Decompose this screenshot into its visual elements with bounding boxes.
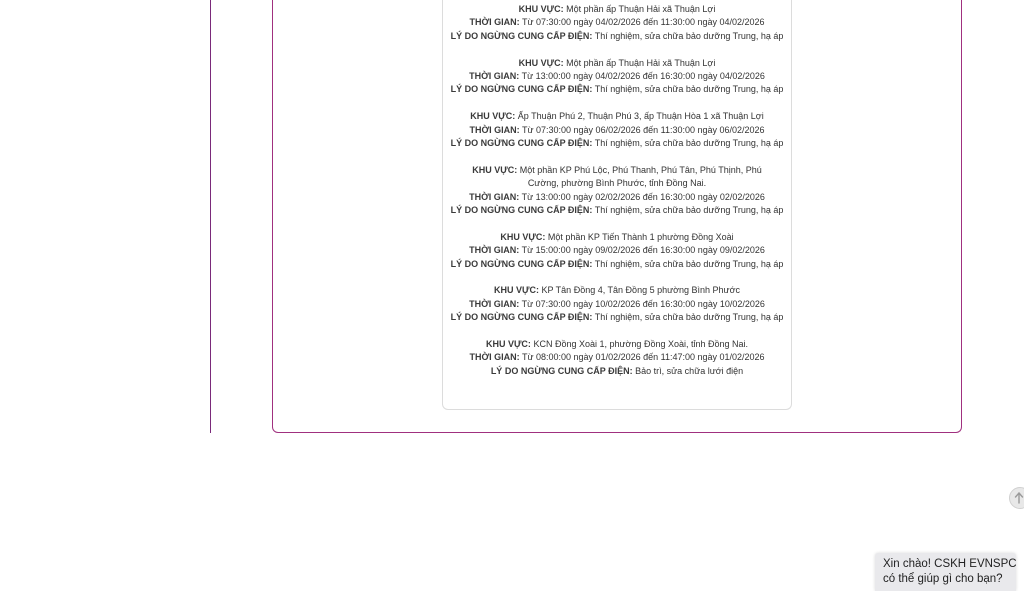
notice-area-value: Ấp Thuận Phú 2, Thuận Phú 3, ấp Thuận Hòa 1 xã Thuận Lợi bbox=[517, 111, 764, 122]
notice-reason-line bbox=[442, 30, 792, 43]
arrow-up-icon bbox=[1013, 492, 1024, 504]
notice-time-label: THỜI GIAN: bbox=[469, 298, 520, 309]
notice-area-line bbox=[442, 110, 792, 123]
notice-area-label: KHU VỰC: bbox=[485, 339, 531, 350]
notice-reason-value: Thí nghiệm, sửa chữa bảo dưỡng Trung, hạ áp bbox=[594, 30, 784, 41]
notice-area-value: Một phần KP Tiến Thành 1 phường Đồng Xoài bbox=[547, 231, 734, 242]
notice-time-value: Từ 07:30:00 ngày 10/02/2026 đến 16:30:00 ngày 10/02/2026 bbox=[521, 298, 765, 309]
notice-time-value: Từ 07:30:00 ngày 06/02/2026 đến 11:30:00 ngày 06/02/2026 bbox=[521, 124, 765, 135]
notice-area-label: KHU VỰC: bbox=[494, 285, 539, 296]
chat-support-widget[interactable] bbox=[875, 553, 1016, 591]
notice-time-line bbox=[442, 124, 792, 137]
notice-time-value: Từ 13:00:00 ngày 04/02/2026 đến 16:30:00 ngày 04/02/2026 bbox=[521, 71, 765, 82]
notice-time-line bbox=[442, 70, 792, 83]
left-column-divider bbox=[210, 0, 211, 433]
notice-area-value: KP Tân Đồng 4, Tân Đồng 5 phường Bình Phước bbox=[541, 285, 740, 296]
notice-reason-value: Thí nghiệm, sửa chữa bảo dưỡng Trung, hạ áp bbox=[594, 84, 784, 95]
notice-time-line bbox=[442, 298, 792, 311]
notice-area-line bbox=[442, 164, 792, 191]
notice-time-value: Từ 15:00:00 ngày 09/02/2026 đến 16:30:00 ngày 09/02/2026 bbox=[521, 245, 765, 256]
notice-time-label: THỜI GIAN: bbox=[469, 124, 520, 135]
notice-reason-value: Thí nghiệm, sửa chữa bảo dưỡng Trung, hạ áp bbox=[594, 258, 784, 269]
notice-time-label: THỜI GIAN: bbox=[469, 352, 520, 363]
notice-reason-line bbox=[442, 258, 792, 271]
notice-area-line bbox=[442, 231, 792, 244]
notice-time-line bbox=[442, 351, 792, 364]
notice-reason-value: Thí nghiệm, sửa chữa bảo dưỡng Trung, hạ áp bbox=[594, 138, 784, 149]
notice-area-label: KHU VỰC: bbox=[470, 111, 516, 122]
notice-time-line bbox=[442, 244, 792, 257]
notice-time-line bbox=[442, 191, 792, 204]
outage-notice bbox=[442, 338, 792, 378]
notice-time-value: Từ 13:00:00 ngày 02/02/2026 đến 16:30:00 ngày 02/02/2026 bbox=[521, 191, 765, 202]
outage-notice bbox=[442, 164, 792, 218]
notice-time-label: THỜI GIAN: bbox=[469, 191, 520, 202]
notice-area-value: Một phần ấp Thuận Hải xã Thuận Lợi bbox=[566, 57, 716, 68]
notice-reason-line bbox=[442, 83, 792, 96]
chat-greeting-line-2: có thể giúp gì cho bạn? bbox=[883, 573, 1003, 585]
notice-reason-label: LÝ DO NGỪNG CUNG CẤP ĐIỆN: bbox=[450, 30, 593, 41]
outage-notice bbox=[442, 110, 792, 150]
notice-area-line bbox=[442, 57, 792, 70]
notice-area-label: KHU VỰC: bbox=[500, 231, 546, 242]
notice-reason-label: LÝ DO NGỪNG CUNG CẤP ĐIỆN: bbox=[490, 365, 633, 376]
outage-notice bbox=[442, 57, 792, 97]
notice-time-label: THỜI GIAN: bbox=[469, 71, 520, 82]
notice-reason-line bbox=[442, 365, 792, 378]
notice-area-label: KHU VỰC: bbox=[518, 4, 564, 14]
notice-reason-label: LÝ DO NGỪNG CUNG CẤP ĐIỆN: bbox=[450, 312, 593, 323]
notice-area-line bbox=[442, 338, 792, 351]
outage-notice bbox=[442, 231, 792, 271]
notice-area-label: KHU VỰC: bbox=[518, 57, 564, 68]
outage-notice bbox=[442, 3, 792, 43]
outage-notice-list bbox=[442, 3, 792, 392]
notice-area-label: KHU VỰC: bbox=[472, 164, 518, 175]
notice-reason-line bbox=[442, 204, 792, 217]
notice-reason-line bbox=[442, 137, 792, 150]
notice-area-value: KCN Đồng Xoài 1, phường Đồng Xoài, tỉnh Đồng Nai. bbox=[533, 339, 749, 350]
notice-time-label: THỜI GIAN: bbox=[469, 17, 520, 28]
notice-reason-value: Thí nghiệm, sửa chữa bảo dưỡng Trung, hạ áp bbox=[594, 205, 784, 216]
notice-reason-value: Bảo trì, sửa chữa lưới điện bbox=[635, 365, 744, 376]
scroll-to-top-button[interactable] bbox=[1009, 487, 1024, 509]
notice-reason-label: LÝ DO NGỪNG CUNG CẤP ĐIỆN: bbox=[450, 84, 593, 95]
notice-reason-label: LÝ DO NGỪNG CUNG CẤP ĐIỆN: bbox=[450, 258, 593, 269]
notice-area-line bbox=[442, 3, 792, 16]
notice-time-line bbox=[442, 16, 792, 29]
notice-area-value: Một phần ấp Thuận Hải xã Thuận Lợi bbox=[566, 4, 716, 14]
outage-notice bbox=[442, 284, 792, 324]
notice-time-value: Từ 07:30:00 ngày 04/02/2026 đến 11:30:00 ngày 04/02/2026 bbox=[521, 17, 765, 28]
chat-greeting-line-1: Xin chào! CSKH EVNSPC bbox=[883, 558, 1017, 570]
notice-reason-value: Thí nghiệm, sửa chữa bảo dưỡng Trung, hạ áp bbox=[594, 312, 784, 323]
notice-reason-label: LÝ DO NGỪNG CUNG CẤP ĐIỆN: bbox=[450, 138, 593, 149]
notice-time-value: Từ 08:00:00 ngày 01/02/2026 đến 11:47:00 ngày 01/02/2026 bbox=[521, 352, 765, 363]
notice-area-line bbox=[442, 284, 792, 297]
notice-time-label: THỜI GIAN: bbox=[469, 245, 520, 256]
notice-reason-line bbox=[442, 311, 792, 324]
notice-reason-label: LÝ DO NGỪNG CUNG CẤP ĐIỆN: bbox=[450, 205, 593, 216]
notice-area-value: Một phần KP Phú Lộc, Phú Thanh, Phú Tân, Phú Thịnh, Phú Cường, phường Bình Phước, tỉnh Đồng Nai. bbox=[519, 164, 762, 189]
